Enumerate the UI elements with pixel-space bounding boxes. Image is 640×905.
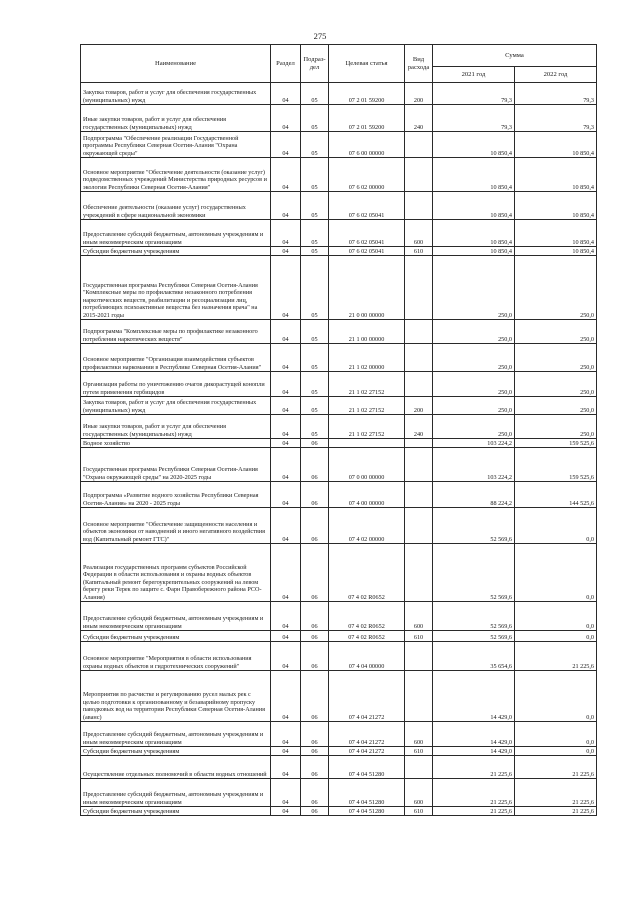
row-section: 04 xyxy=(271,747,301,756)
row-section: 04 xyxy=(271,158,301,192)
row-section: 04 xyxy=(271,756,301,779)
row-subsection: 05 xyxy=(301,158,329,192)
table-row xyxy=(81,722,597,747)
row-subsection: 05 xyxy=(301,220,329,247)
header-year-2021: 2021 год xyxy=(433,67,515,83)
table-row xyxy=(81,642,597,671)
row-name: Подпрограмма «Развитие водного хозяйства Республики Северная Осетия-Алания» на 2020 - 2025 годы xyxy=(81,482,271,508)
row-section: 04 xyxy=(271,256,301,320)
row-kind: 200 xyxy=(405,83,433,105)
table-row xyxy=(81,372,597,397)
row-name: Основное мероприятие "Обеспечение деятельности (оказание услуг) подведомственных учреждений Министерства природных ресурсов и экологии Республики Северная Осетия-Алания" xyxy=(81,158,271,192)
row-sum-2022: 0,0 xyxy=(515,602,597,631)
row-sum-2021: 88 224,2 xyxy=(433,482,515,508)
row-name: Водное хозяйство xyxy=(81,439,271,448)
row-sum-2021: 250,0 xyxy=(433,397,515,415)
page-number: 275 xyxy=(313,31,327,41)
row-target: 07 6 02 05041 xyxy=(329,220,405,247)
table-row xyxy=(81,105,597,132)
row-target: 21 1 02 27152 xyxy=(329,372,405,397)
row-section: 04 xyxy=(271,397,301,415)
row-kind: 600 xyxy=(405,220,433,247)
row-target: 07 4 04 51280 xyxy=(329,807,405,816)
table-row xyxy=(81,631,597,642)
row-subsection: 05 xyxy=(301,344,329,372)
table-row xyxy=(81,320,597,344)
row-name: Субсидии бюджетным учреждениям xyxy=(81,631,271,642)
row-target: 07 2 01 59200 xyxy=(329,83,405,105)
row-subsection: 06 xyxy=(301,448,329,482)
header-kind: Вид расхода xyxy=(405,45,433,83)
row-section: 04 xyxy=(271,247,301,256)
row-name: Подпрограмма "Комплексные меры по профилактике незаконного потребления наркотических веществ" xyxy=(81,320,271,344)
table-row xyxy=(81,482,597,508)
row-sum-2022: 21 225,6 xyxy=(515,756,597,779)
row-name: Мероприятия по расчистке и регулированию русел малых рек с целью подготовки к организованному и безаварийному пропуску паводковых вод на территории Республики Северная Осетия-Алания (аванс) xyxy=(81,671,271,722)
row-name: Предоставление субсидий бюджетным, автономным учреждениям и иным некоммерческим организациям xyxy=(81,220,271,247)
row-section: 04 xyxy=(271,83,301,105)
row-sum-2022: 10 850,4 xyxy=(515,220,597,247)
row-target: 07 4 04 21272 xyxy=(329,747,405,756)
row-kind: 600 xyxy=(405,722,433,747)
row-kind xyxy=(405,439,433,448)
row-kind xyxy=(405,508,433,544)
row-target: 21 1 02 27152 xyxy=(329,397,405,415)
row-sum-2022: 21 225,6 xyxy=(515,807,597,816)
row-subsection: 06 xyxy=(301,779,329,807)
row-section: 04 xyxy=(271,344,301,372)
row-kind xyxy=(405,192,433,220)
row-target: 07 4 04 00000 xyxy=(329,642,405,671)
row-kind: 610 xyxy=(405,807,433,816)
row-target: 07 4 04 51280 xyxy=(329,779,405,807)
row-subsection: 05 xyxy=(301,83,329,105)
row-sum-2022: 250,0 xyxy=(515,415,597,439)
row-sum-2022: 250,0 xyxy=(515,344,597,372)
row-section: 04 xyxy=(271,372,301,397)
row-section: 04 xyxy=(271,415,301,439)
row-name: Основное мероприятие "Организация взаимодействия субъектов профилактики наркомании в Республике Северная Осетия-Алания" xyxy=(81,344,271,372)
row-subsection: 06 xyxy=(301,482,329,508)
row-target: 07 4 02 R0652 xyxy=(329,544,405,602)
row-sum-2022: 0,0 xyxy=(515,544,597,602)
row-target: 21 1 00 00000 xyxy=(329,320,405,344)
row-kind: 610 xyxy=(405,747,433,756)
row-target: 07 0 00 00000 xyxy=(329,448,405,482)
row-subsection: 05 xyxy=(301,132,329,158)
row-kind: 240 xyxy=(405,415,433,439)
row-target: 07 6 02 00000 xyxy=(329,158,405,192)
row-section: 04 xyxy=(271,544,301,602)
row-name: Подпрограмма "Обеспечение реализации Государственной программы Республики Северная Осетия-Алания "Охрана окружающей среды" xyxy=(81,132,271,158)
row-sum-2022: 0,0 xyxy=(515,722,597,747)
row-section: 04 xyxy=(271,631,301,642)
row-name: Иные закупки товаров, работ и услуг для обеспечения государственных (муниципальных) нужд xyxy=(81,105,271,132)
row-kind xyxy=(405,482,433,508)
row-name: Субсидии бюджетным учреждениям xyxy=(81,247,271,256)
row-kind xyxy=(405,544,433,602)
table-row xyxy=(81,544,597,602)
row-section: 04 xyxy=(271,779,301,807)
row-kind: 610 xyxy=(405,247,433,256)
row-name: Осуществление отдельных полномочий в области водных отношений xyxy=(81,756,271,779)
row-sum-2021: 21 225,6 xyxy=(433,807,515,816)
row-target: 07 4 04 21272 xyxy=(329,722,405,747)
row-sum-2021: 21 225,6 xyxy=(433,756,515,779)
row-section: 04 xyxy=(271,192,301,220)
row-section: 04 xyxy=(271,671,301,722)
table-row xyxy=(81,220,597,247)
row-sum-2022: 0,0 xyxy=(515,508,597,544)
row-subsection: 05 xyxy=(301,415,329,439)
table-row xyxy=(81,439,597,448)
table-row xyxy=(81,747,597,756)
row-sum-2021: 10 850,4 xyxy=(433,192,515,220)
row-target: 21 1 02 00000 xyxy=(329,344,405,372)
row-kind: 600 xyxy=(405,602,433,631)
row-sum-2021: 52 569,6 xyxy=(433,631,515,642)
row-subsection: 06 xyxy=(301,631,329,642)
row-kind: 240 xyxy=(405,105,433,132)
row-kind xyxy=(405,756,433,779)
row-sum-2021: 52 569,6 xyxy=(433,544,515,602)
row-name: Субсидии бюджетным учреждениям xyxy=(81,807,271,816)
row-sum-2022: 10 850,4 xyxy=(515,158,597,192)
row-target: 07 6 00 00000 xyxy=(329,132,405,158)
row-sum-2021: 250,0 xyxy=(433,372,515,397)
row-kind xyxy=(405,320,433,344)
row-name: Основное мероприятие "Мероприятия в области использования охраны водных объектов и гидротехнических сооружений" xyxy=(81,642,271,671)
row-sum-2022: 250,0 xyxy=(515,372,597,397)
row-subsection: 05 xyxy=(301,320,329,344)
table-row xyxy=(81,448,597,482)
table-row xyxy=(81,756,597,779)
row-kind xyxy=(405,372,433,397)
row-target: 07 4 04 51280 xyxy=(329,756,405,779)
row-target: 21 1 02 27152 xyxy=(329,415,405,439)
header-sum: Сумма xyxy=(433,45,597,67)
table-row xyxy=(81,256,597,320)
row-section: 04 xyxy=(271,105,301,132)
header-section: Раздел xyxy=(271,45,301,83)
row-sum-2022: 144 525,6 xyxy=(515,482,597,508)
row-sum-2021: 52 569,6 xyxy=(433,602,515,631)
row-sum-2021: 10 850,4 xyxy=(433,132,515,158)
row-subsection: 05 xyxy=(301,256,329,320)
row-kind xyxy=(405,256,433,320)
row-sum-2022: 21 225,6 xyxy=(515,642,597,671)
row-sum-2021: 14 429,0 xyxy=(433,747,515,756)
row-sum-2021: 14 429,0 xyxy=(433,722,515,747)
row-target: 07 2 01 59200 xyxy=(329,105,405,132)
row-subsection: 06 xyxy=(301,544,329,602)
row-sum-2021: 52 569,6 xyxy=(433,508,515,544)
row-sum-2022: 10 850,4 xyxy=(515,247,597,256)
row-subsection: 06 xyxy=(301,671,329,722)
table-row xyxy=(81,602,597,631)
row-target: 07 4 02 00000 xyxy=(329,508,405,544)
row-subsection: 05 xyxy=(301,397,329,415)
row-sum-2021: 250,0 xyxy=(433,415,515,439)
row-sum-2022: 0,0 xyxy=(515,631,597,642)
row-kind: 610 xyxy=(405,631,433,642)
row-sum-2022: 250,0 xyxy=(515,320,597,344)
row-subsection: 06 xyxy=(301,602,329,631)
header-target: Целевая статья xyxy=(329,45,405,83)
row-section: 04 xyxy=(271,439,301,448)
row-subsection: 06 xyxy=(301,747,329,756)
row-subsection: 05 xyxy=(301,372,329,397)
row-sum-2021: 14 429,0 xyxy=(433,671,515,722)
row-sum-2021: 250,0 xyxy=(433,256,515,320)
table-row xyxy=(81,415,597,439)
row-sum-2022: 250,0 xyxy=(515,397,597,415)
row-sum-2021: 10 850,4 xyxy=(433,158,515,192)
row-kind xyxy=(405,132,433,158)
table-row xyxy=(81,344,597,372)
row-subsection: 06 xyxy=(301,508,329,544)
row-subsection: 06 xyxy=(301,439,329,448)
row-kind xyxy=(405,671,433,722)
row-name: Обеспечение деятельности (оказание услуг) государственных учреждений в сфере национальной экономики xyxy=(81,192,271,220)
row-target: 07 4 00 00000 xyxy=(329,482,405,508)
row-sum-2022: 79,3 xyxy=(515,105,597,132)
row-name: Предоставление субсидий бюджетным, автономным учреждениям и иным некоммерческим организациям xyxy=(81,722,271,747)
row-sum-2021: 79,3 xyxy=(433,83,515,105)
row-section: 04 xyxy=(271,220,301,247)
row-section: 04 xyxy=(271,320,301,344)
row-section: 04 xyxy=(271,508,301,544)
row-name: Организация работы по уничтожению очагов дикорастущей конопли путем применения гербицидов xyxy=(81,372,271,397)
row-target: 07 4 02 R0652 xyxy=(329,631,405,642)
row-name: Закупка товаров, работ и услуг для обеспечения государственных (муниципальных) нужд xyxy=(81,83,271,105)
table-row xyxy=(81,779,597,807)
row-subsection: 05 xyxy=(301,247,329,256)
row-sum-2021: 103 224,2 xyxy=(433,448,515,482)
row-sum-2022: 21 225,6 xyxy=(515,779,597,807)
row-kind xyxy=(405,448,433,482)
row-sum-2021: 35 654,6 xyxy=(433,642,515,671)
header-name: Наименование xyxy=(81,45,271,83)
table-row xyxy=(81,671,597,722)
table-row xyxy=(81,132,597,158)
row-section: 04 xyxy=(271,602,301,631)
table-row xyxy=(81,192,597,220)
row-kind: 200 xyxy=(405,397,433,415)
row-name: Государственная программа Республики Северная Осетия-Алания "Комплексные меры по профилактике незаконного потребления наркотических веществ, реабилитации и ресоциализации лиц, потребляющих психоактивные вещества без назначения врача" на 2015-2021 годы xyxy=(81,256,271,320)
row-target: 07 4 04 21272 xyxy=(329,671,405,722)
row-target: 07 6 02 05041 xyxy=(329,192,405,220)
row-sum-2021: 250,0 xyxy=(433,320,515,344)
row-target: 07 6 02 05041 xyxy=(329,247,405,256)
row-section: 04 xyxy=(271,448,301,482)
row-kind xyxy=(405,158,433,192)
row-kind xyxy=(405,642,433,671)
row-subsection: 06 xyxy=(301,642,329,671)
row-sum-2022: 10 850,4 xyxy=(515,132,597,158)
header-subsection: Подраз-дел xyxy=(301,45,329,83)
row-subsection: 05 xyxy=(301,192,329,220)
row-sum-2021: 103 224,2 xyxy=(433,439,515,448)
table-row xyxy=(81,83,597,105)
row-kind xyxy=(405,344,433,372)
row-sum-2022: 159 525,6 xyxy=(515,448,597,482)
row-target: 07 4 02 R0652 xyxy=(329,602,405,631)
row-sum-2022: 250,0 xyxy=(515,256,597,320)
row-section: 04 xyxy=(271,132,301,158)
table-row xyxy=(81,247,597,256)
table-row xyxy=(81,158,597,192)
table-row xyxy=(81,397,597,415)
table-body xyxy=(81,83,597,816)
header-year-2022: 2022 год xyxy=(515,67,597,83)
row-name: Закупка товаров, работ и услуг для обеспечения государственных (муниципальных) нужд xyxy=(81,397,271,415)
row-sum-2022: 10 850,4 xyxy=(515,192,597,220)
budget-table xyxy=(80,44,597,816)
table-row xyxy=(81,807,597,816)
row-section: 04 xyxy=(271,482,301,508)
row-sum-2021: 10 850,4 xyxy=(433,220,515,247)
row-sum-2021: 10 850,4 xyxy=(433,247,515,256)
row-sum-2022: 0,0 xyxy=(515,671,597,722)
row-subsection: 06 xyxy=(301,756,329,779)
row-kind: 600 xyxy=(405,779,433,807)
row-target xyxy=(329,439,405,448)
row-name: Предоставление субсидий бюджетным, автономным учреждениям и иным некоммерческим организациям xyxy=(81,779,271,807)
row-subsection: 05 xyxy=(301,105,329,132)
row-target: 21 0 00 00000 xyxy=(329,256,405,320)
row-section: 04 xyxy=(271,807,301,816)
row-section: 04 xyxy=(271,642,301,671)
row-name: Основное мероприятие "Обеспечение защищенности населения и объектов экономики от наводнений и иного негативного воздействия вод (Капитальный ремонт ГТС)" xyxy=(81,508,271,544)
row-sum-2021: 250,0 xyxy=(433,344,515,372)
row-section: 04 xyxy=(271,722,301,747)
row-name: Государственная программа Республики Северная Осетия-Алания "Охрана окружающей среды" на 2020-2025 годы xyxy=(81,448,271,482)
row-subsection: 06 xyxy=(301,807,329,816)
row-sum-2021: 21 225,6 xyxy=(433,779,515,807)
row-name: Иные закупки товаров, работ и услуг для обеспечения государственных (муниципальных) нужд xyxy=(81,415,271,439)
row-sum-2022: 0,0 xyxy=(515,747,597,756)
row-subsection: 06 xyxy=(301,722,329,747)
table-row xyxy=(81,508,597,544)
row-sum-2021: 79,3 xyxy=(433,105,515,132)
row-name: Субсидии бюджетным учреждениям xyxy=(81,747,271,756)
row-name: Предоставление субсидий бюджетным, автономным учреждениям и иным некоммерческим организациям xyxy=(81,602,271,631)
row-sum-2022: 79,3 xyxy=(515,83,597,105)
row-sum-2022: 159 525,6 xyxy=(515,439,597,448)
row-name: Реализация государственных программ субъектов Российской Федерации в области использования и охраны водных объектов (Капитальный ремонт берегоукрепительных сооружений на левом берегу реки Терек по защите с. Фарн Правобережного района РСО-Алания) xyxy=(81,544,271,602)
